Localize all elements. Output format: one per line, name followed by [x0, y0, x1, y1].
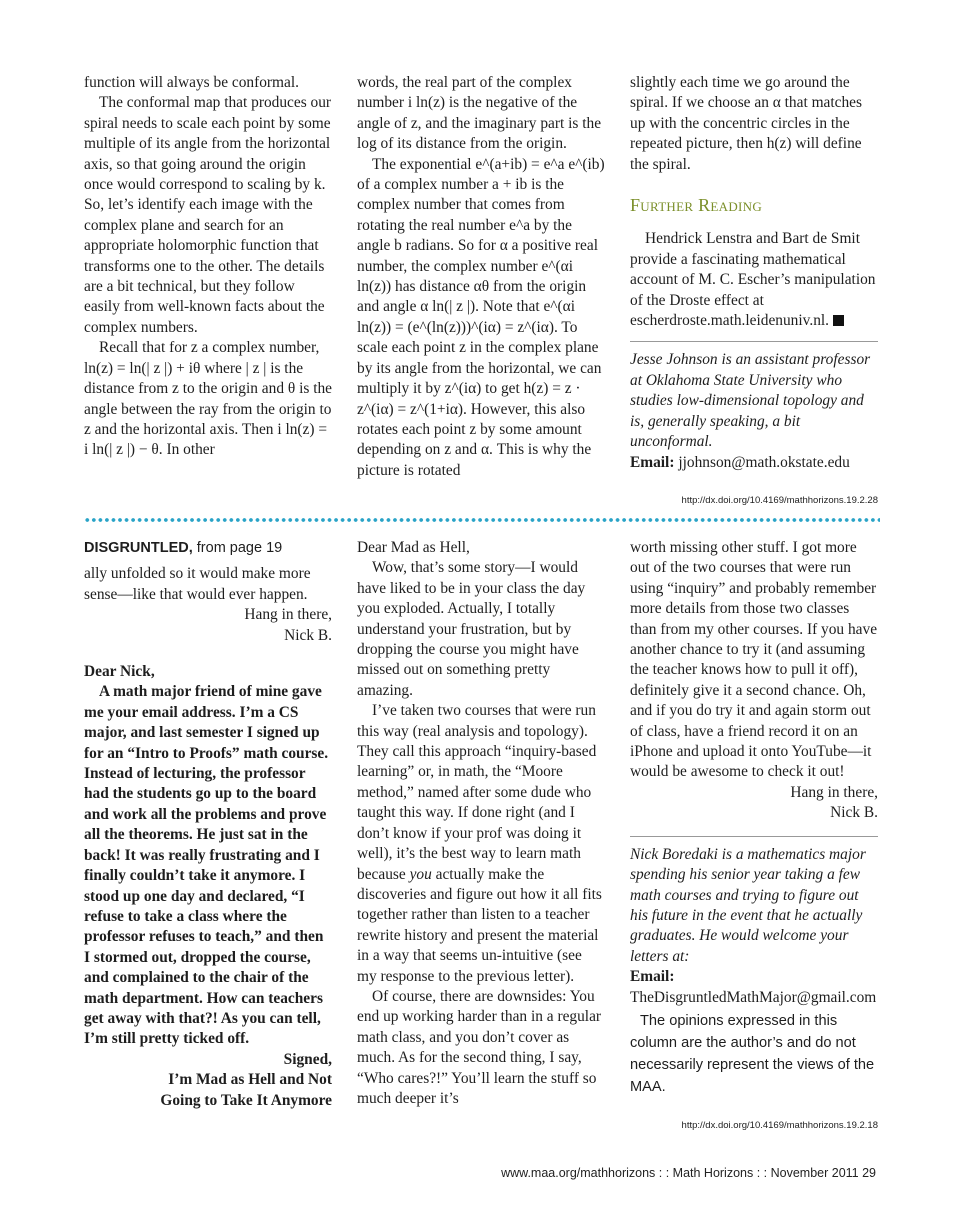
paragraph: words, the real part of the complex number i ln(z) is the negative of the angle of z, and the imaginary part is the log of its distance from the origin.	[357, 74, 602, 153]
top-column-1	[84, 73, 332, 461]
email-label: Email:	[630, 453, 675, 471]
bottom-column-3	[630, 538, 878, 1136]
author-bio: Jesse Johnson is an assistant professor at Oklahoma State University who studies low-dimensional topology and is, generally speaking, a bit unconformal.	[630, 351, 871, 451]
letter-signer: I’m Mad as Hell and Not	[168, 1071, 332, 1089]
sign-off: Hang in there,	[244, 606, 332, 624]
text-run: I’ve taken two courses that were run this way (real analysis and topology). They call this approach “inquiry-based learning” or, in math, the “Moore method,” named after some dude who taught this way. If done right (and I don’t know if your prof was doing it well), it’s the best way to learn math because	[357, 702, 597, 883]
paragraph: ally unfolded so it would make more sense—like that would ever happen.	[84, 565, 311, 603]
disclaimer: The opinions expressed in this column are the author’s and do not necessarily represent the views of the MAA.	[630, 1012, 875, 1095]
paragraph: slightly each time we go around the spiral. If we choose an α that matches up with the concentric circles in the repeated picture, then h(z) will define the spiral.	[630, 74, 863, 173]
doi-link[interactable]: http://dx.doi.org/10.4169/mathhorizons.19.2.18	[681, 1119, 878, 1131]
reply-salutation: Dear Mad as Hell,	[357, 539, 470, 556]
paragraph	[630, 229, 878, 331]
author-email[interactable]: TheDisgruntledMathMajor@gmail.com	[630, 988, 877, 1006]
continued-from: from page 19	[192, 540, 283, 556]
sign-off-name: Nick B.	[284, 626, 332, 644]
author-email-line	[630, 967, 878, 1008]
sign-off-name: Nick B.	[830, 804, 878, 822]
paragraph	[357, 701, 605, 987]
further-reading-text: Hendrick Lenstra and Bart de Smit provide a fascinating mathematical account of M. C. Escher’s manipulation of the Droste effect at escherdroste.math.leidenuniv.nl.	[630, 230, 876, 330]
paragraph: The conformal map that produces our spiral needs to scale each point by some multiple of its angle from the horizontal axis, so that going around the origin once would correspond to scaling by k. So, let’s identify each image with the complex plane and search for an appropriate holomorphic function that transforms one to the other. The details are a bit technical, but they follow easily from well-known facts about the complex numbers.	[84, 94, 332, 336]
letter-body: A math major friend of mine gave me your email address. I’m a CS major, and last semester I signed up for an “Intro to Proofs” math course. Instead of lecturing, the professor had the students go up to the board and work all the problems and prove all the theorems. He just sat in the back! It was really frustrating and I finally couldn’t take it anymore. I stood up one day and declared, “I refuse to take a class where the professor refuses to teach,” and then I stormed out, dropped the course, and complained to the chair of the math department. How can teachers get away with that?! As you can tell, I’m still pretty ticked off.	[84, 683, 329, 1048]
doi-link[interactable]: http://dx.doi.org/10.4169/mathhorizons.19.2.28	[681, 494, 878, 506]
paragraph: worth missing other stuff. I got more out of the two courses that were run using “inquiry” and probably remember more details from those two classes than from my other courses. If you have another chance to try it (and assuming the teacher knows how to pull it off), definitely give it a second chance. Oh, and if you do try it and again storm out of class, have a friend record it on an iPhone and upload it onto YouTube—it would be awesome to check it out!	[630, 539, 878, 781]
letter-signed: Signed,	[283, 1050, 332, 1068]
end-mark-icon	[833, 315, 844, 326]
divider	[630, 836, 878, 837]
letter-signer: Going to Take It Anymore	[160, 1091, 332, 1109]
paragraph: The exponential e^(a+ib) = e^a e^(ib) of a complex number a + ib is the complex number that comes from rotating the real number e^a by the angle b radians. So for α a positive real number, the complex number e^(αi ln(z)) has distance αθ from the origin and angle α ln(| z |). Note that e^(αi ln(z)) = (e^(ln(z)))^(iα) = z^(iα). To scale each point z in the complex plane by its angle from the horizontal, we can multiply it by z^(iα) to get h(z) = z · z^(iα) = z^(1+iα). However, this also rotates each point z by some amount depending on z and α. This is why the picture is rotated	[357, 155, 605, 479]
divider	[630, 341, 878, 342]
paragraph: Wow, that’s some story—I would have liked to be in your class the day you exploded. Actually, I totally understand your frustration, but by dropping the course you might have missed out on something pretty amazing.	[357, 559, 586, 699]
emphasis: you	[409, 865, 432, 883]
bottom-column-1	[84, 538, 332, 1111]
paragraph: Of course, there are downsides: You end up working harder than in a regular math class, and you don’t cover as much. As for the second thing, I say, “Who cares?!” You’ll learn the stuff so much deeper it’s	[357, 987, 602, 1107]
column-name: DISGRUNTLED,	[84, 540, 193, 556]
top-column-2	[357, 73, 605, 481]
top-column-3	[630, 73, 878, 511]
paragraph: function will always be conformal.	[84, 74, 299, 91]
letter-salutation: Dear Nick,	[84, 663, 155, 681]
author-email-line	[630, 453, 878, 473]
text-run: actually make the discoveries and figure out how it all fits together rather than listen to a teacher rewrite history and present the material in a way that seems un-intuitive (see my response to the previous letter).	[357, 865, 602, 985]
sign-off: Hang in there,	[790, 783, 878, 801]
author-bio: Nick Boredaki is a mathematics major spending his senior year taking a few math courses and trying to figure out his future in the event that he actually graduates. He would welcome your letters at:	[630, 845, 866, 965]
paragraph: Recall that for z a complex number, ln(z) = ln(| z |) + iθ where | z | is the distance from z to the origin and θ is the angle between the ray from the origin to z and the horizontal axis. Then i ln(z) = i ln(| z |) − θ. In other	[84, 339, 333, 459]
further-reading-heading: Further Reading	[630, 195, 763, 216]
author-email[interactable]: jjohnson@math.okstate.edu	[678, 453, 850, 471]
page-footer: www.maa.org/mathhorizons : : Math Horizons : : November 2011 29	[501, 1166, 876, 1180]
column-continuation-heading	[84, 538, 332, 558]
email-label: Email:	[630, 968, 675, 986]
dotted-separator	[84, 516, 880, 524]
bottom-column-2	[357, 538, 605, 1109]
